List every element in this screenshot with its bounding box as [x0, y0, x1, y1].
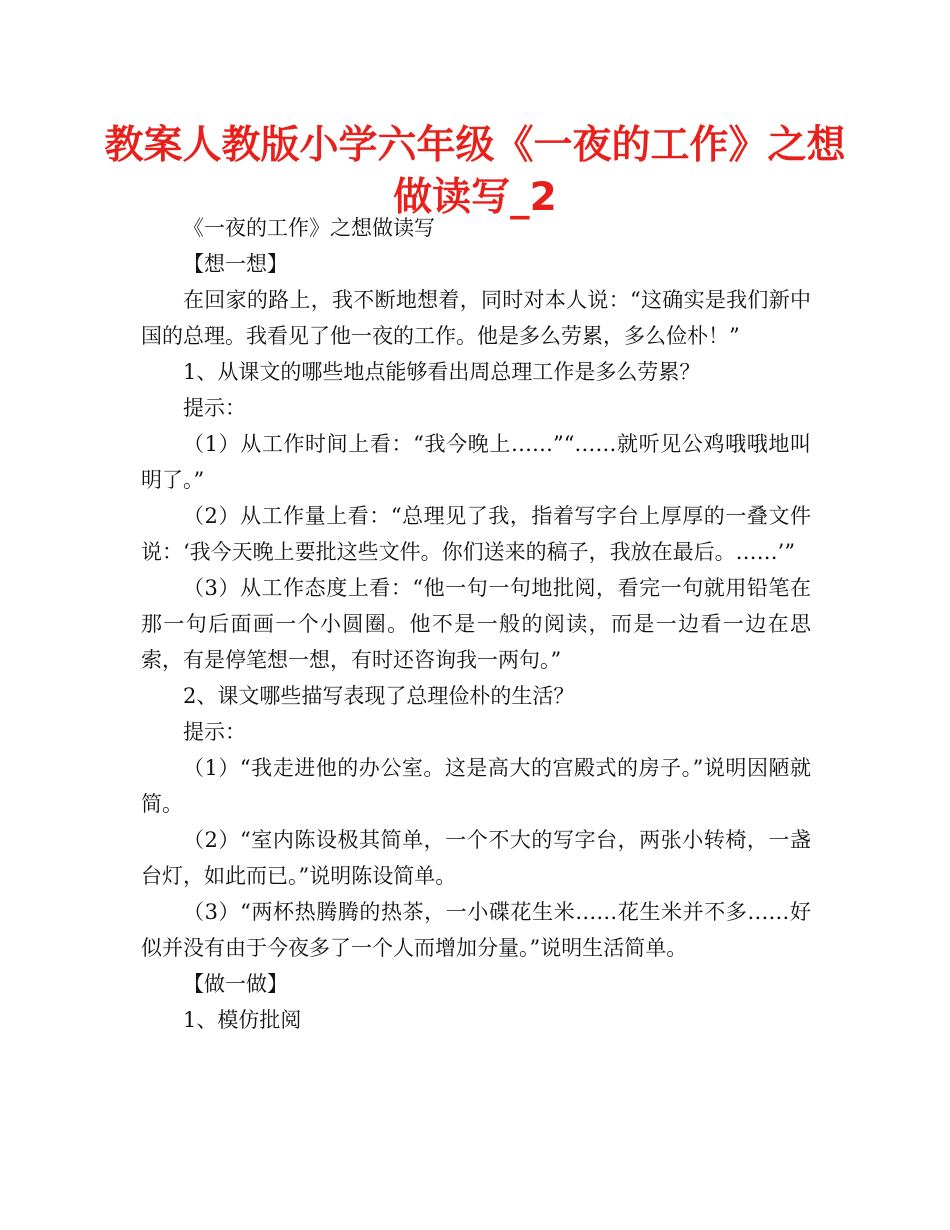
subtitle-paragraph: 《一夜的工作》之想做读写: [183, 216, 435, 240]
task-1: 1、模仿批阅: [183, 1008, 302, 1032]
hint-1-item-2: （2）从工作量上看：“总理见了我，指着写字台上厚厚的一叠文件说：‘我今天晚上要批这些文件。你们送来的稿子，我放在最后。……’”: [141, 504, 811, 564]
document-body: [141, 210, 811, 1038]
hint-1-item-1: （1）从工作时间上看：“我今晚上……”“……就听见公鸡哦哦地叫明了。”: [141, 432, 811, 492]
hint-2-item-3: （3）“两杯热腾腾的热茶，一小碟花生米……花生米并不多……好似并没有由于今夜多了一个人而增加分量。”说明生活简单。: [141, 900, 811, 960]
section-heading-think: 【想一想】: [183, 252, 288, 276]
question-1: 1、从课文的哪些地点能够看出周总理工作是多么劳累？: [183, 360, 701, 384]
hint-1-item-3: （3）从工作态度上看：“他一句一句地批阅，看完一句就用铅笔在那一句后面画一个小圆圈。他不是一般的阅读，而是一边看一边在思索，有是停笔想一想，有时还咨询我一两句。”: [141, 576, 811, 672]
quote-paragraph: 在回家的路上，我不断地想着，同时对本人说：“这确实是我们新中国的总理。我看见了他一夜的工作。他是多么劳累，多么俭朴！”: [141, 288, 811, 348]
section-heading-do: 【做一做】: [183, 972, 288, 996]
hint-2-item-2: （2）“室内陈设极其简单，一个不大的写字台，两张小转椅，一盏台灯，如此而已。”说明陈设简单。: [141, 828, 811, 888]
hint-label-1: 提示：: [183, 396, 246, 420]
document-title: 教案人教版小学六年级《一夜的工作》之想做读写_2: [104, 123, 846, 220]
hint-2-item-1: （1）“我走进他的办公室。这是高大的宫殿式的房子。”说明因陋就简。: [141, 756, 811, 816]
question-2: 2、课文哪些描写表现了总理俭朴的生活？: [183, 684, 575, 708]
hint-label-2: 提示：: [183, 720, 246, 744]
